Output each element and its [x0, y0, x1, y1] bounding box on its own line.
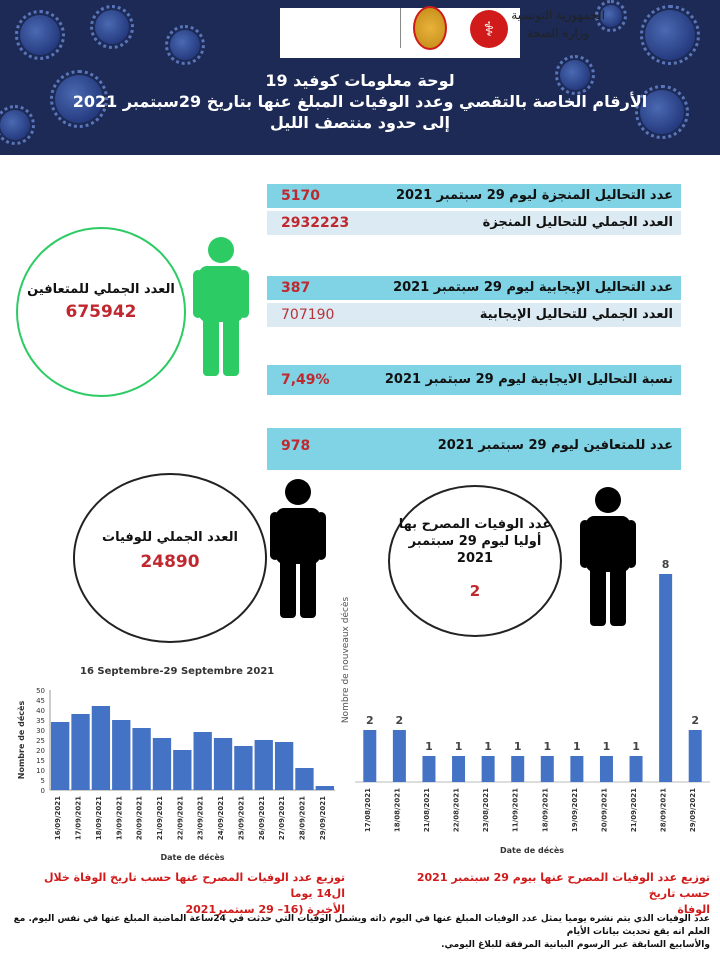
bar	[173, 750, 191, 790]
left-caption-line-2: الأخيرة (16– 29 سبتمبر2021	[185, 903, 345, 916]
x-tick-label: 23/09/2021	[196, 796, 205, 841]
x-tick-label: 29/09/2021	[318, 796, 327, 841]
x-tick-label: 21/08/2021	[422, 788, 431, 833]
recovered-total-label: العدد الجملي للمتعافين	[27, 282, 175, 297]
positive-rate-label: نسبة التحاليل الايجابية ليوم 29 سبتمبر 2021	[384, 372, 673, 387]
bar	[92, 706, 110, 790]
y-tick-label: 25	[36, 737, 45, 745]
positive-today-row	[267, 276, 681, 300]
x-tick-label: 29/09/2021	[689, 788, 698, 833]
deaths-today-value: 2	[469, 582, 481, 600]
bar	[482, 756, 495, 782]
deaths-today-label-3: 2021	[456, 551, 494, 566]
bar	[153, 738, 171, 790]
gov-line-2: وزارة الصحة	[526, 26, 590, 40]
data-label: 2	[691, 714, 700, 727]
recovered-today-label: عدد للمتعافين ليوم 29 سبتمبر 2021	[437, 438, 673, 453]
bar	[234, 746, 252, 790]
y-tick-label: 45	[36, 697, 45, 705]
bar	[275, 742, 293, 790]
x-tick-label: 25/09/2021	[237, 796, 246, 841]
y-tick-label: 20	[36, 747, 45, 755]
virus-icon	[170, 30, 200, 60]
data-label: 1	[602, 740, 611, 753]
person-icon	[270, 478, 326, 618]
x-tick-label: 17/08/2021	[363, 788, 372, 833]
bar	[600, 756, 613, 782]
footnote	[10, 913, 710, 952]
title-line-3: إلى حدود منتصف الليل	[270, 113, 450, 132]
left-caption-line-1: توزيع عدد الوفيات المصرح عنها حسب تاريخ الوفاة خلال ال14 يوما	[44, 871, 345, 900]
positive-total-value: 707190	[281, 307, 335, 323]
y-tick-label: 50	[36, 687, 45, 695]
positive-today-label: عدد التحاليل الإيجابية ليوم 29 سبتمبر 2021	[393, 280, 673, 295]
bar	[511, 756, 524, 782]
x-tick-label: 20/09/2021	[135, 796, 144, 841]
data-label: 8	[661, 558, 670, 571]
deaths-total-value: 24890	[140, 552, 200, 572]
x-tick-label: 26/09/2021	[257, 796, 266, 841]
positive-today-value: 387	[281, 280, 311, 296]
recovered-today-row	[267, 428, 681, 470]
x-axis-title: Date de décès	[160, 853, 225, 862]
left-deaths-chart	[10, 680, 340, 865]
bar	[541, 756, 554, 782]
left-chart-title: 16 Septembre-29 Septembre 2021	[80, 666, 275, 677]
data-label: 1	[632, 740, 640, 753]
bar	[630, 756, 643, 782]
y-tick-label: 15	[36, 757, 45, 765]
y-tick-label: 0	[40, 787, 45, 795]
x-tick-label: 17/09/2021	[74, 796, 83, 841]
title-line-1: لوحة معلومات كوفيد 19	[265, 71, 455, 90]
person-icon	[193, 236, 249, 376]
bar	[659, 574, 672, 782]
x-tick-label: 20/09/2021	[600, 788, 609, 833]
virus-icon	[95, 10, 129, 44]
deaths-today-label-2: أوليا ليوم 29 سبتمبر	[408, 534, 542, 549]
header-banner	[0, 0, 720, 155]
tests-today-label: عدد التحاليل المنجزة ليوم 29 سبتمبر 2021	[395, 188, 673, 203]
x-tick-label: 23/08/2021	[482, 788, 491, 833]
x-tick-label: 21/09/2021	[155, 796, 164, 841]
red-crescent-icon: ⚕	[470, 10, 508, 48]
virus-icon	[645, 10, 695, 60]
data-label: 1	[425, 740, 433, 753]
bar	[194, 732, 212, 790]
x-tick-label: 28/09/2021	[298, 796, 307, 841]
deaths-total-label: العدد الجملي للوفيات	[102, 530, 238, 545]
positive-rate-value: 7,49%	[281, 372, 330, 388]
y-axis-title: Nombre de nouveaux décès	[341, 596, 351, 724]
x-tick-label: 18/09/2021	[94, 796, 103, 841]
right-caption-line-1: توزيع عدد الوفيات المصرح عنها بيوم 29 سبتمبر 2021 حسب تاريخ	[416, 871, 710, 900]
gov-line-1: الجمهورية التونسية	[511, 8, 605, 22]
data-label: 1	[543, 740, 552, 753]
positive-total-label: العدد الجملي للتحاليل الإيجابية	[479, 307, 673, 322]
x-tick-label: 19/09/2021	[570, 788, 579, 833]
recovered-today-value: 978	[281, 438, 311, 454]
title-line-2: الأرقام الخاصة بالتقصي وعدد الوفيات المبلغ عنها بتاريخ 29سبتمبر 2021	[72, 92, 648, 111]
bar	[570, 756, 583, 782]
tunisia-seal-icon	[413, 6, 447, 50]
left-chart-caption	[20, 870, 345, 918]
y-tick-label: 5	[40, 777, 45, 785]
x-tick-label: 24/09/2021	[217, 796, 226, 841]
data-label: 1	[573, 740, 581, 753]
x-tick-label: 27/09/2021	[278, 796, 287, 841]
right-caption-line-2: الوفاة	[677, 903, 710, 916]
y-tick-label: 35	[36, 717, 45, 725]
tests-total-value: 2932223	[281, 215, 350, 231]
bar	[255, 740, 273, 790]
x-tick-label: 19/09/2021	[115, 796, 124, 841]
footnote-line-2: والأسابيع السابقة عبر الرسوم البيانية المرفقة للبلاغ اليومي.	[441, 940, 710, 950]
tests-total-label: العدد الجملي للتحاليل المنجزة	[482, 215, 673, 230]
x-tick-label: 16/09/2021	[54, 796, 63, 841]
data-label: 2	[365, 714, 374, 727]
x-tick-label: 18/08/2021	[393, 788, 402, 833]
positive-rate-row	[267, 365, 681, 395]
bar	[452, 756, 465, 782]
bar	[393, 730, 406, 782]
x-tick-label: 22/09/2021	[176, 796, 185, 841]
data-label: 2	[395, 714, 404, 727]
y-tick-label: 30	[36, 727, 45, 735]
data-label: 1	[484, 740, 492, 753]
footnote-line-1: عدد الوفيات الذي يتم نشره يوميا يمثل عدد الوفيات المبلغ عنها في اليوم ذاته ويشمل الوفيات التي حدثت في 24ساعة الماضية المبلغ عنها في نفس اليوم. مع العلم انه يقع تحديث بيانات الأيام	[13, 914, 710, 937]
x-tick-label: 21/09/2021	[630, 788, 639, 833]
bar	[214, 738, 232, 790]
tests-total-row	[267, 211, 681, 235]
data-label: 1	[454, 740, 463, 753]
right-deaths-chart	[340, 555, 715, 865]
bar	[363, 730, 376, 782]
logo-divider	[400, 8, 401, 48]
x-axis-title: Date de décès	[499, 846, 565, 855]
tests-today-row	[267, 184, 681, 208]
bar	[71, 714, 89, 790]
bar	[132, 728, 150, 790]
ministry-name	[511, 6, 605, 42]
x-tick-label: 18/09/2021	[541, 788, 550, 833]
virus-icon	[20, 15, 60, 55]
bar	[112, 720, 130, 790]
bar	[689, 730, 702, 782]
bar	[422, 756, 435, 782]
dashboard-title	[0, 70, 720, 133]
x-tick-label: 11/09/2021	[511, 788, 520, 833]
tests-today-value: 5170	[281, 188, 320, 204]
y-tick-label: 10	[36, 767, 45, 775]
bar	[316, 786, 334, 790]
positive-total-row	[267, 303, 681, 327]
x-tick-label: 22/08/2021	[452, 788, 461, 833]
bar	[51, 722, 69, 790]
y-axis-title: Nombre de décès	[17, 700, 26, 780]
bar	[295, 768, 313, 790]
data-label: 1	[513, 740, 522, 753]
x-tick-label: 28/09/2021	[659, 788, 668, 833]
recovered-total-value: 675942	[65, 302, 137, 322]
deaths-today-label-1: عدد الوفيات المصرح بها	[398, 517, 552, 532]
right-chart-caption	[395, 870, 710, 918]
y-tick-label: 40	[36, 707, 45, 715]
